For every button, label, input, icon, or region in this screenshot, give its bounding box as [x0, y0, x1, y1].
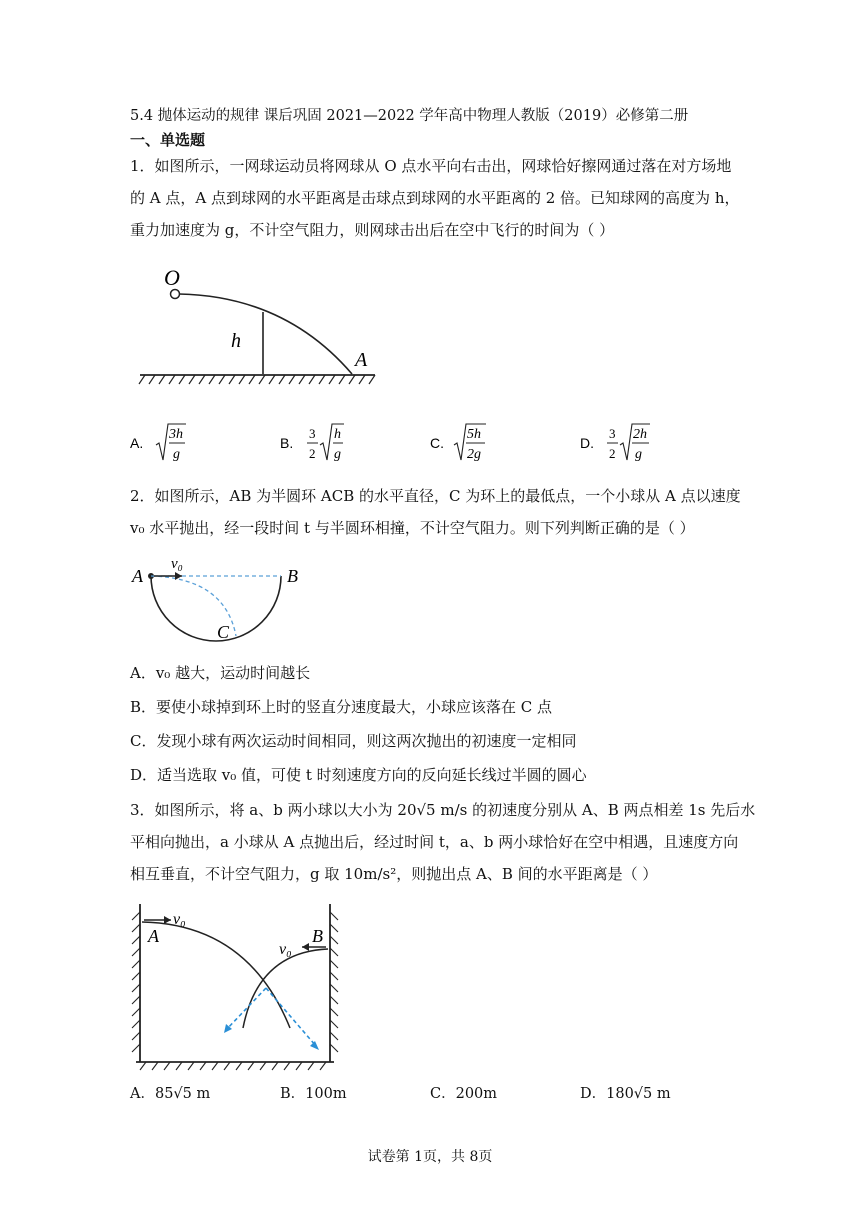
q2-label-b: B: [287, 566, 298, 586]
svg-text:B.: B.: [280, 435, 294, 451]
svg-text:2: 2: [309, 446, 316, 461]
svg-text:g: g: [173, 447, 180, 462]
svg-text:D.: D.: [580, 435, 594, 451]
section-heading: 一、单选题: [130, 131, 206, 149]
q2-option-c: C．发现小球有两次运动时间相同，则这两次抛出的初速度一定相同: [130, 732, 577, 750]
q3-option-d: D．180√5 m: [580, 1086, 671, 1102]
q3-label-v0-a: v₀: [173, 911, 186, 928]
q1-text-line-3: 重力加速度为 g，不计空气阻力，则网球击出后在空中飞行的时间为（ ）: [130, 221, 615, 239]
velocity-vector-b: [266, 988, 316, 1046]
q2-text-line-2: v₀ 水平抛出，经一段时间 t 与半圆环相撞，不计空气阻力。则下列判断正确的是（ ）: [130, 519, 695, 537]
q1-option-b: [280, 424, 344, 462]
q2-option-a: A．v₀ 越大，运动时间越长: [130, 664, 311, 682]
q1-options: [128, 418, 728, 468]
left-wall-hatch: [132, 912, 140, 1052]
q3-label-v0-b: v₀: [279, 941, 292, 958]
q2-semicircle-figure: [130, 556, 305, 646]
q2-text-line-1: 2．如图所示，AB 为半圆环 ACB 的水平直径，C 为环上的最低点，一个小球从 A 点以速度: [130, 487, 741, 505]
q1-label-o: O: [164, 265, 180, 290]
svg-text:2h: 2h: [633, 427, 647, 442]
q1-option-a: [130, 424, 186, 462]
arrow-head-icon: [164, 916, 171, 924]
trajectory-curve: [179, 294, 352, 374]
svg-text:h: h: [334, 427, 341, 442]
svg-text:3: 3: [309, 426, 316, 441]
q1-option-d: [580, 424, 650, 462]
q1-label-a: A: [355, 349, 368, 371]
svg-text:C.: C.: [430, 435, 444, 451]
q3-text-line-2: 平相向抛出，a 小球从 A 点抛出后，经过时间 t，a、b 两小球恰好在空中相遇，且速度方向: [130, 833, 739, 851]
q2-label-c: C: [217, 622, 230, 642]
q2-label-a: A: [132, 566, 143, 586]
svg-text:2g: 2g: [467, 447, 481, 462]
q2-option-d: D．适当选取 v₀ 值，可使 t 时刻速度方向的反向延长线过半圆的圆心: [130, 766, 587, 784]
semicircle-arc: [151, 576, 281, 641]
q3-text-line-3: 相互垂直，不计空气阻力，g 取 10m/s²，则抛出点 A、B 间的水平距离是（ ）: [130, 865, 658, 883]
arrow-head-icon: [175, 572, 182, 580]
q1-tennis-figure: [135, 262, 380, 392]
q1-text-line-1: 1．如图所示，一网球运动员将网球从 O 点水平向右击出，网球恰好擦网通过落在对方场地: [130, 157, 732, 175]
q3-label-a: A: [148, 926, 159, 946]
svg-text:A.: A.: [130, 435, 144, 451]
q3-walls-figure: [128, 902, 343, 1072]
q3-label-b: B: [312, 926, 323, 946]
q1-label-h: h: [231, 330, 241, 352]
page-title: 5.4 抛体运动的规律 课后巩固 2021—2022 学年高中物理人教版（2019）必修第二册: [130, 108, 689, 124]
page-footer: 试卷第 1页，共 8页: [367, 1149, 493, 1165]
q3-option-a: A．85√5 m: [130, 1086, 211, 1102]
arrow-head-icon: [302, 943, 309, 951]
velocity-vector-a: [226, 988, 266, 1030]
svg-text:g: g: [334, 447, 341, 462]
q1-text-line-2: 的 A 点，A 点到球网的水平距离是击球点到球网的水平距离的 2 倍。已知球网的高度为 h，: [130, 189, 740, 207]
svg-text:5h: 5h: [467, 427, 481, 442]
ball-icon: [171, 290, 180, 299]
svg-text:3: 3: [609, 426, 616, 441]
q2-label-v0: v₀: [171, 556, 183, 572]
svg-text:2: 2: [609, 446, 616, 461]
q3-option-c: C．200m: [430, 1086, 498, 1102]
q3-text-line-1: 3．如图所示，将 a、b 两小球以大小为 20√5 m/s 的初速度分别从 A、B 两点相差 1s 先后水: [130, 801, 756, 819]
q3-option-b: B．100m: [280, 1086, 347, 1102]
svg-text:g: g: [635, 447, 642, 462]
arrow-head-icon: [310, 1041, 319, 1050]
q2-option-b: B．要使小球掉到环上时的竖直分速度最大，小球应该落在 C 点: [130, 698, 553, 716]
ground-hatch: [139, 375, 375, 384]
svg-text:3h: 3h: [169, 427, 183, 442]
q1-option-c: [430, 424, 486, 462]
floor-hatch: [140, 1062, 326, 1070]
right-wall-hatch: [330, 912, 338, 1052]
